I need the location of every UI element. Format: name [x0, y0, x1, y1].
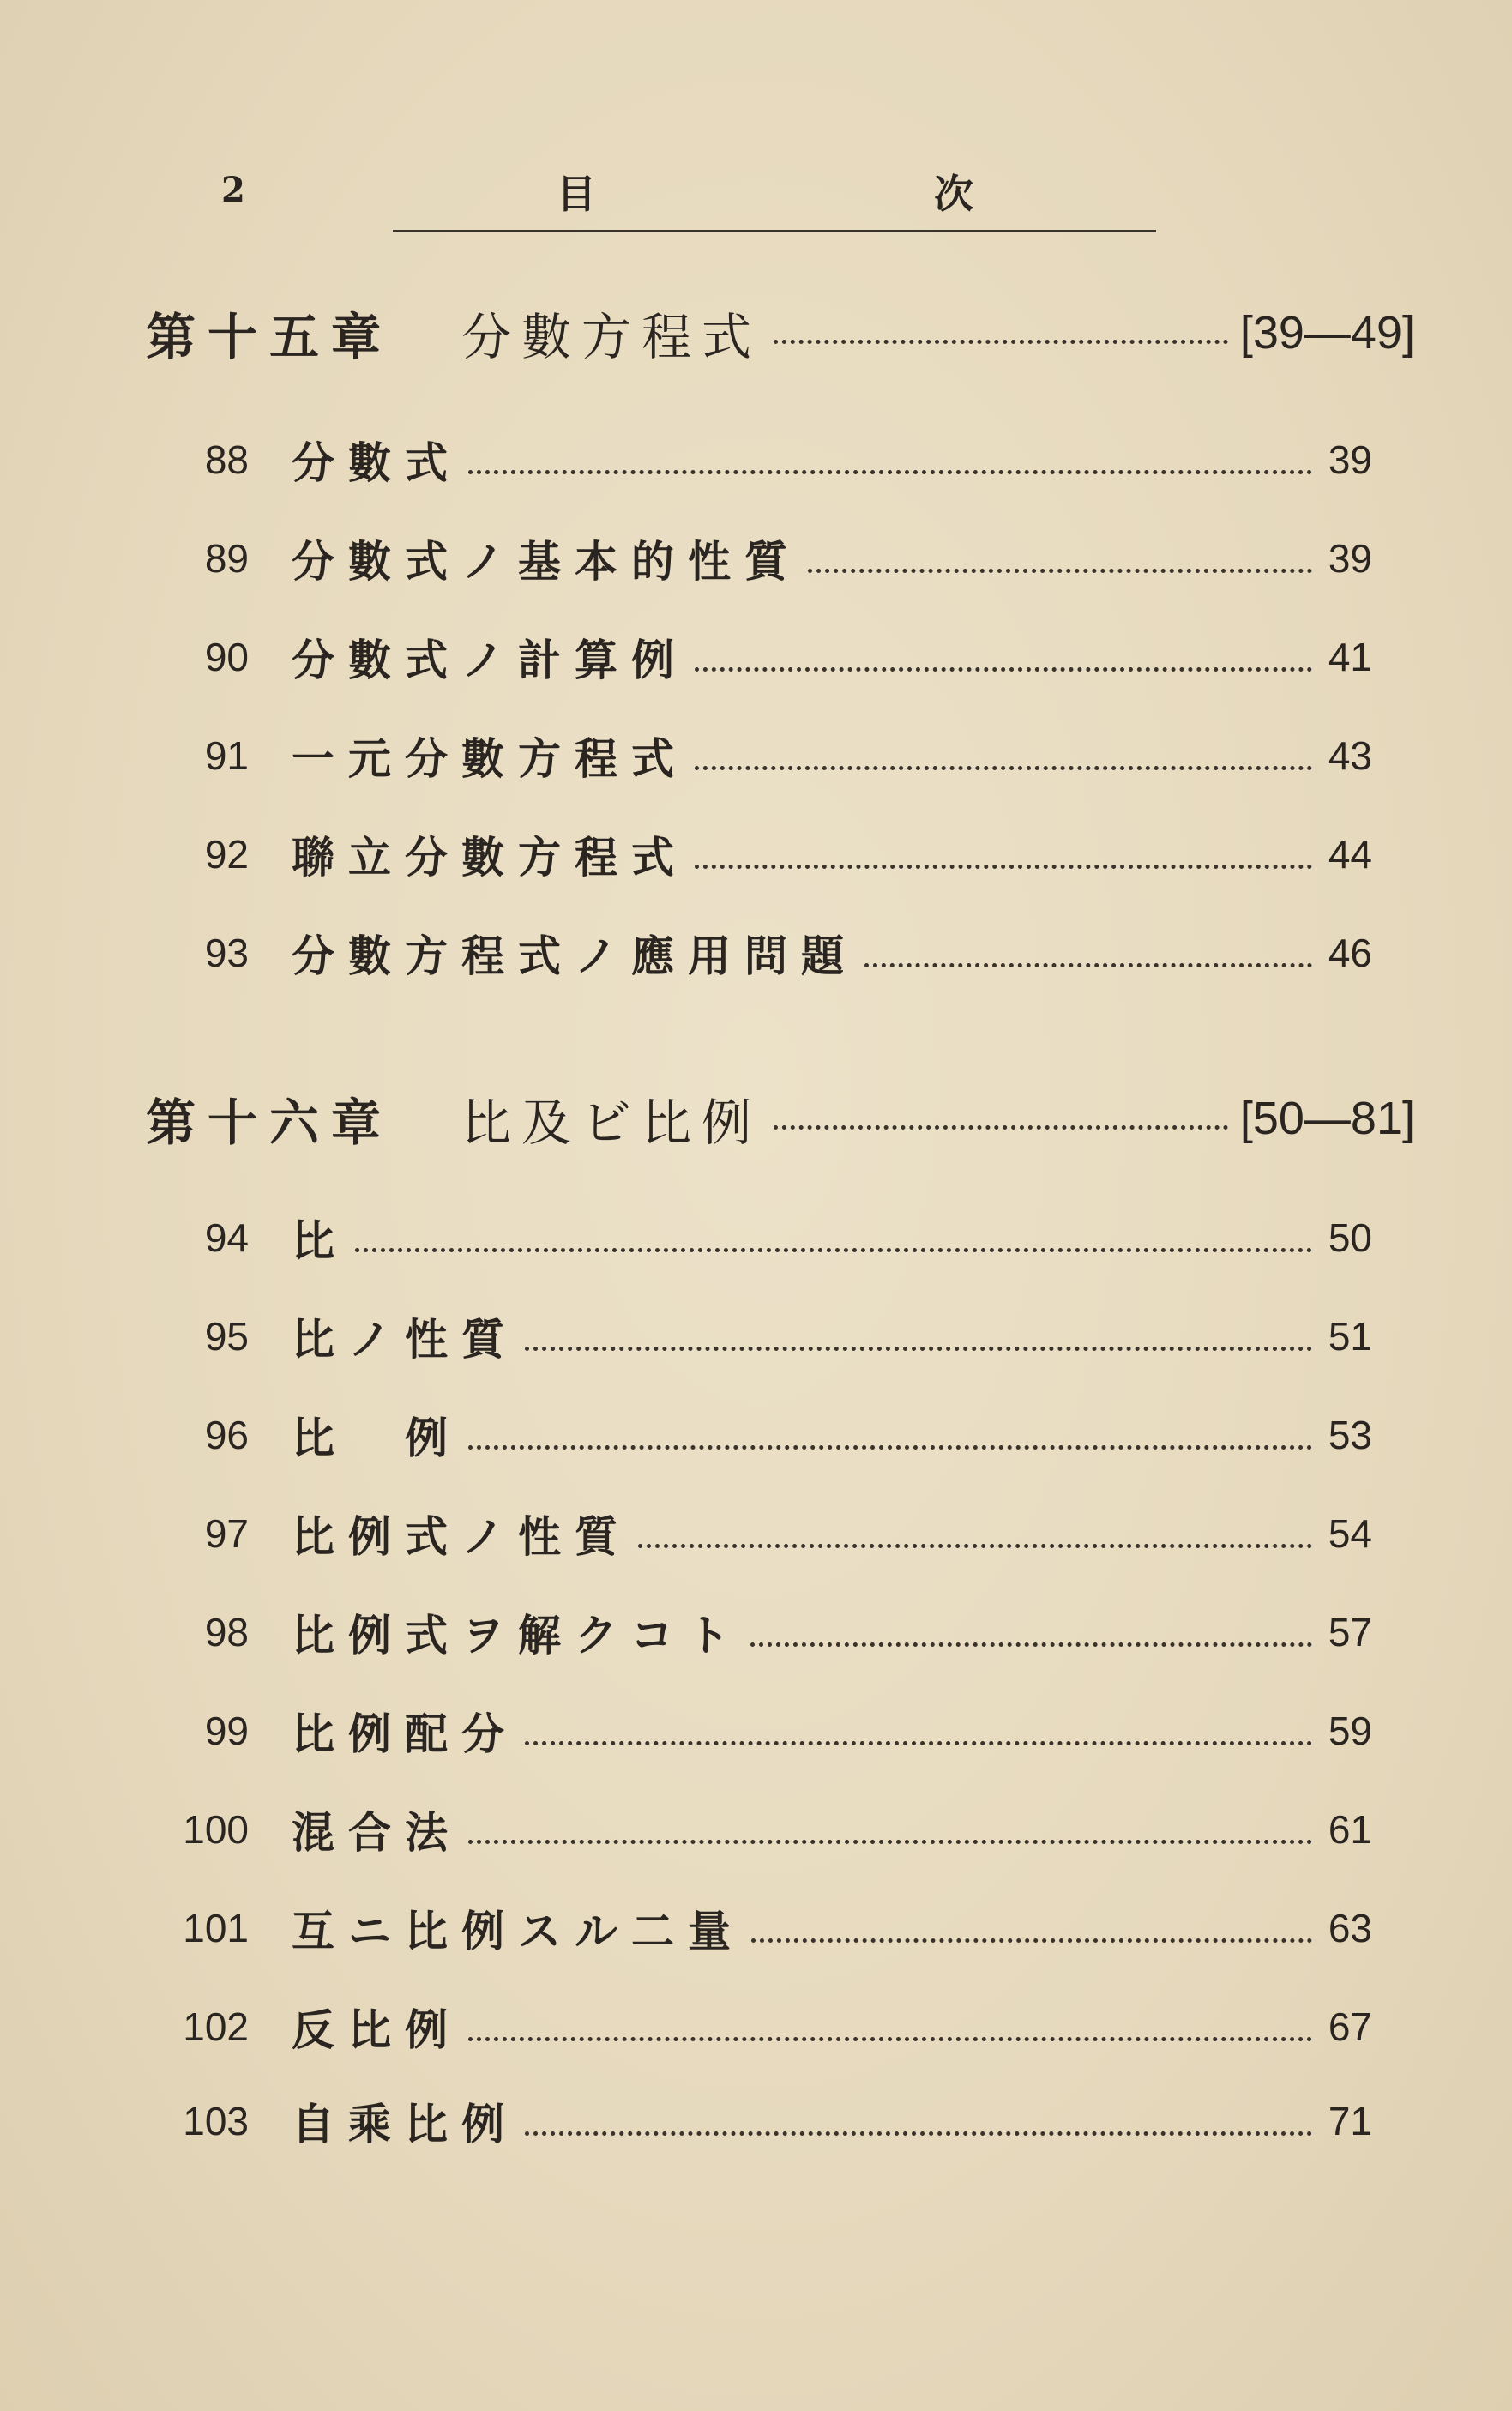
section-number: 93 [204, 931, 249, 975]
dot-leader [525, 1741, 1312, 1745]
header-title [396, 163, 1151, 220]
section-title: 分數式ノ基本的性質 [292, 536, 801, 587]
section-page: 63 [1328, 1906, 1372, 1950]
dot-leader [468, 1445, 1312, 1450]
toc-entry[interactable] [154, 1992, 1372, 2061]
toc-entry[interactable] [154, 1598, 1372, 1667]
section-page: 67 [1328, 2004, 1372, 2049]
section-number: 91 [204, 733, 249, 778]
dot-leader [355, 1248, 1312, 1252]
section-title: 互ニ比例スル二量 [292, 1906, 744, 1956]
section-number: 103 [183, 2099, 249, 2143]
dot-leader [751, 1938, 1312, 1943]
toc-entry[interactable] [154, 919, 1372, 987]
toc-entry[interactable] [154, 1302, 1372, 1371]
section-page: 71 [1328, 2099, 1372, 2143]
chapter-15-heading[interactable] [146, 294, 1415, 371]
section-title: 比例式ヲ解クコト [292, 1610, 744, 1661]
dot-leader [774, 1125, 1228, 1130]
section-page: 39 [1328, 536, 1372, 581]
section-number: 96 [204, 1413, 249, 1457]
section-number: 100 [183, 1807, 249, 1852]
section-number: 97 [204, 1511, 249, 1556]
header-title-right: 次 [934, 171, 991, 217]
chapter-number: 第十五章 [146, 308, 394, 366]
chapter-page-range: [39—49] [1239, 307, 1415, 359]
toc-entry[interactable] [154, 1499, 1372, 1568]
section-title: 比例式ノ性質 [292, 1511, 631, 1562]
section-page: 54 [1328, 1511, 1372, 1556]
section-number: 98 [204, 1610, 249, 1655]
header-rule [393, 230, 1156, 232]
section-page: 43 [1328, 733, 1372, 778]
section-number: 101 [183, 1906, 249, 1950]
dot-leader [468, 2037, 1312, 2041]
section-page: 51 [1328, 1314, 1372, 1359]
section-page: 41 [1328, 635, 1372, 679]
section-number: 88 [204, 437, 249, 482]
chapter-16-heading[interactable] [146, 1080, 1415, 1157]
dot-leader [525, 1347, 1312, 1351]
page-number: 2 [221, 170, 245, 210]
toc-entry[interactable] [154, 820, 1372, 889]
dot-leader [468, 470, 1312, 474]
toc-entry[interactable] [154, 1203, 1372, 1272]
dot-leader [864, 963, 1312, 967]
dot-leader [695, 766, 1312, 770]
section-number: 94 [204, 1215, 249, 1260]
section-page: 46 [1328, 931, 1372, 975]
section-number: 92 [204, 832, 249, 877]
section-title: 自乘比例 [292, 2099, 518, 2149]
section-page: 50 [1328, 1215, 1372, 1260]
section-number: 90 [204, 635, 249, 679]
header-title-left: 目 [557, 171, 613, 217]
section-title: 比 [292, 1215, 348, 1266]
dot-leader [638, 1544, 1312, 1548]
section-number: 99 [204, 1709, 249, 1753]
toc-entry[interactable] [154, 1697, 1372, 1765]
toc-entry[interactable] [154, 2087, 1372, 2155]
toc-entry[interactable] [154, 1795, 1372, 1864]
section-title: 聯立分數方程式 [292, 832, 688, 883]
dot-leader [468, 1840, 1312, 1844]
section-page: 53 [1328, 1413, 1372, 1457]
chapter-title: 比及ビ比例 [461, 1094, 762, 1152]
section-title: 一元分數方程式 [292, 733, 688, 784]
dot-leader [695, 667, 1312, 672]
dot-leader [525, 2131, 1312, 2136]
section-number: 95 [204, 1314, 249, 1359]
section-title: 分數式 [292, 437, 461, 488]
section-title: 分數方程式ノ應用問題 [292, 931, 858, 981]
section-page: 44 [1328, 832, 1372, 877]
section-page: 61 [1328, 1807, 1372, 1852]
toc-entry[interactable] [154, 1401, 1372, 1469]
section-title: 比ノ性質 [292, 1314, 518, 1365]
toc-entry[interactable] [154, 524, 1372, 593]
chapter-page-range: [50—81] [1239, 1093, 1415, 1144]
chapter-title: 分數方程式 [461, 308, 762, 366]
chapter-number: 第十六章 [146, 1094, 394, 1152]
section-title: 分數式ノ計算例 [292, 635, 688, 685]
toc-entry[interactable] [154, 1894, 1372, 1962]
section-page: 39 [1328, 437, 1372, 482]
dot-leader [774, 340, 1228, 344]
dot-leader [808, 569, 1312, 573]
dot-leader [750, 1642, 1312, 1647]
toc-entry[interactable] [154, 721, 1372, 790]
dot-leader [695, 865, 1312, 869]
section-page: 57 [1328, 1610, 1372, 1655]
section-page: 59 [1328, 1709, 1372, 1753]
toc-entry[interactable] [154, 623, 1372, 691]
section-title: 比 例 [292, 1413, 461, 1463]
section-number: 102 [183, 2004, 249, 2049]
section-title: 混合法 [292, 1807, 461, 1858]
section-number: 89 [204, 536, 249, 581]
section-title: 比例配分 [292, 1709, 518, 1759]
section-title: 反比例 [292, 2004, 461, 2055]
toc-entry[interactable] [154, 425, 1372, 494]
